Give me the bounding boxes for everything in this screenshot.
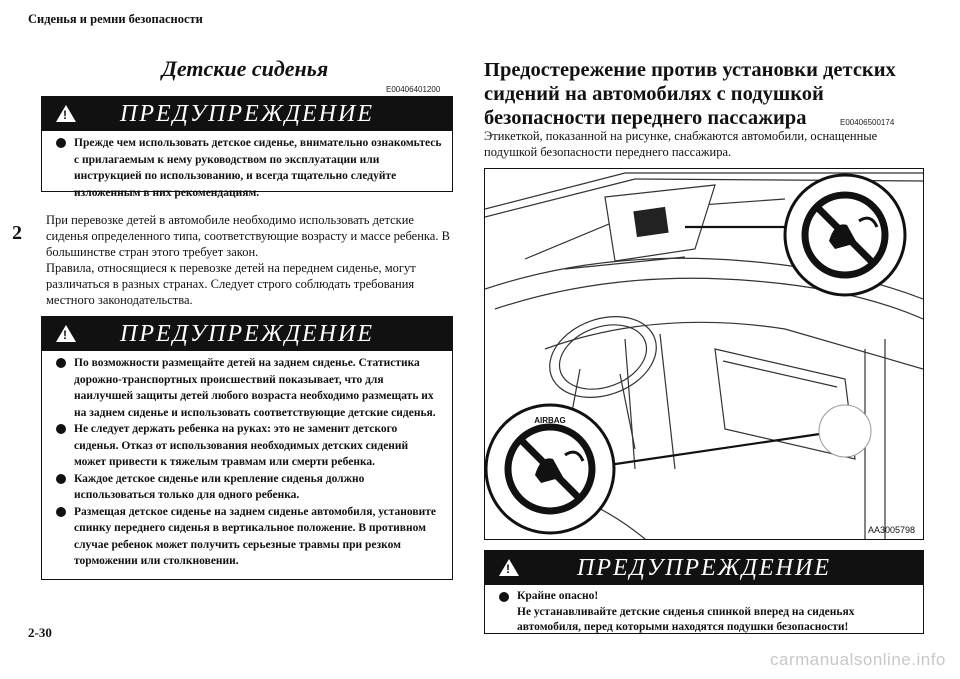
section-title-child-seats: Детские сиденья [161,56,329,81]
warning-item [52,135,442,201]
warning-item-text: Размещая детское сиденье на заднем сиденье автомобиля, установите спинку переднего сиденья в вертикальное положение. В противном случае ребенок может получить серьезные травмы при резком торможении или столкновении. [74,505,436,567]
section-code: E00406401200 [386,85,441,94]
watermark: carmanualsonline.info [770,650,946,669]
warning-item-text: Каждое детское сиденье или крепление сиденья должно использоваться только для одного ребенка. [74,472,365,501]
page-number: 2-30 [28,625,52,640]
warning-triangle-icon [56,105,76,122]
bullet-icon [56,507,66,517]
bullet-icon [56,138,66,148]
warning-header [42,317,452,351]
bullet-icon [499,592,509,602]
warning-header [42,97,452,131]
warning-item [495,589,913,636]
warning-item-text: Не следует держать ребенка на руках: это не заменит детского сиденья. Отказ от использования необходимых детских сидений может привести к тяжелым травмам или смерти ребенка. [74,423,409,468]
car-interior-drawing [485,169,923,539]
illustration-code: AA3005798 [867,525,915,535]
warning-title: ПРЕДУПРЕЖДЕНИЕ [120,320,374,347]
bullet-icon [56,424,66,434]
warning-box-3 [484,550,924,634]
bullet-icon [56,358,66,368]
warning-triangle-icon [56,325,76,342]
chapter-number: 2 [12,222,22,244]
section-code: E00406500174 [840,118,895,127]
body-paragraph-1: При перевозке детей в автомобиле необходимо использовать детские сиденья определенного типа, соответствующие возрасту и массе ребенка. В большинстве стран этого требует закон. [46,213,450,259]
airbag-text: AIRBAG [534,416,566,425]
warning-body [42,131,452,207]
body-paragraph-right: Этикеткой, показанной на рисунке, снабжаются автомобили, оснащенные подушкой безопасности переднего пассажира. [484,129,878,159]
warning-item [52,355,442,421]
warning-item [52,504,442,570]
warning-box-2 [41,316,453,580]
airbag-label-illustration [484,168,924,540]
warning-item [52,471,442,504]
running-header: Сиденья и ремни безопасности [28,12,203,26]
warning-title: ПРЕДУПРЕЖДЕНИЕ [577,554,831,581]
visor-label [633,207,668,237]
warning-body [42,351,452,576]
bullet-icon [56,474,66,484]
no-child-seat-airbag-symbol-bottom [486,405,614,533]
warning-title: ПРЕДУПРЕЖДЕНИЕ [120,100,374,127]
warning-lead: Крайне опасно! [517,590,599,602]
warning-item [52,421,442,471]
section-title-airbag-warning: Предостережение против установки детских сидений на автомобилях с подушкой безопасности переднего пассажира [484,59,896,129]
warning-body [485,585,923,642]
warning-item-text: Не устанавливайте детские сиденья спинкой вперед на сиденьях автомобиля, перед которыми находятся подушки безопасности! [517,605,855,633]
warning-item-text: По возможности размещайте детей на заднем сиденье. Статистика дорожно-транспортных происшествий показывает, что для наилучшей защиты детей любого возраста необходимо размещать их на заднем сиденье и использовать соответствующие детские сиденья. [74,357,436,419]
body-paragraph-2: Правила, относящиеся к перевозке детей на переднем сиденье, могут различаться в разных странах. Следует строго соблюдать требования местного законодательства. [46,261,416,307]
warning-item-text: Прежде чем использовать детское сиденье, внимательно ознакомьтесь с прилагаемым к нему руководством по эксплуатации или инструкцией по использованию, и всегда тщательно следуйте изложенным в них рекомендациям. [74,137,442,199]
warning-box-1 [41,96,453,199]
warning-triangle-icon [499,559,519,576]
no-child-seat-airbag-symbol-top [785,175,905,295]
warning-header [485,551,923,585]
